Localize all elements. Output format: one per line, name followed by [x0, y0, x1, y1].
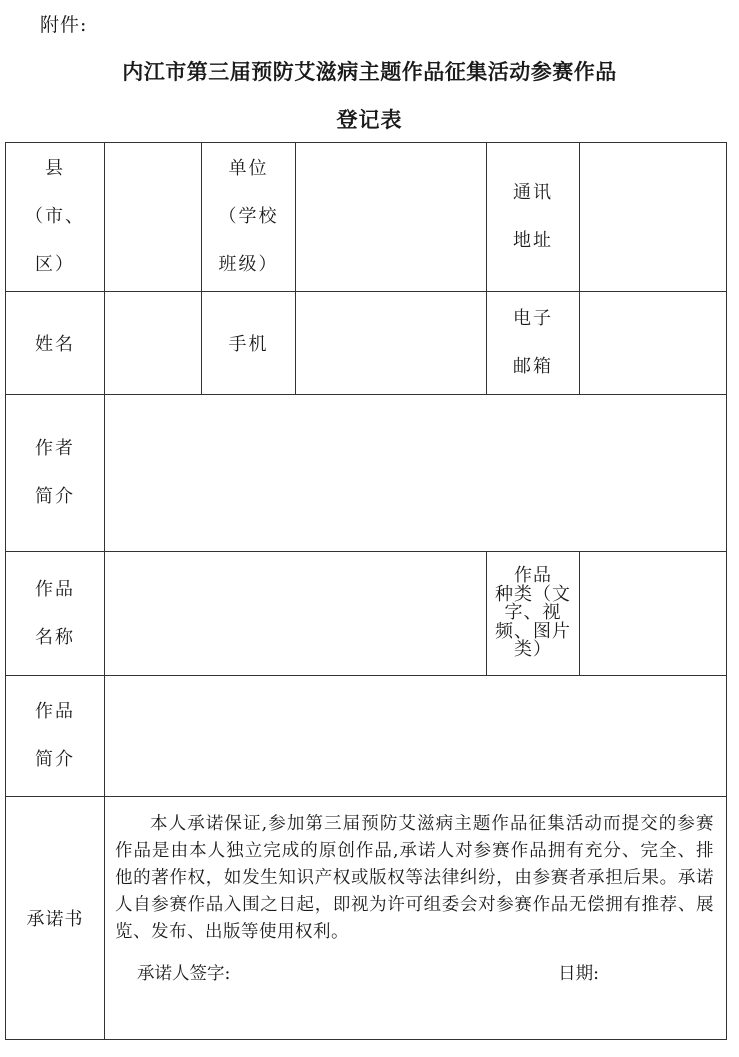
county-label-line: 区）	[35, 254, 75, 275]
pledge-text: 本人承诺保证,参加第三届预防艾滋病主题作品征集活动而提交的参赛作品是由本人独立完成的原创作品,承诺人对参赛作品拥有充分、完全、排他的著作权，如发生知识产权或版权等法律纠纷，由参赛者承担后果。承诺人自参赛作品入围之日起，即视为许可组委会对参赛作品无偿拥有推荐、展览、发布、出版等使用权利。	[115, 814, 714, 942]
work-name-label-cell	[6, 552, 105, 676]
work-intro-label-line: 作品	[35, 701, 75, 722]
author-intro-value-cell[interactable]	[105, 395, 727, 552]
work-type-label-line: 频、图片	[495, 620, 571, 642]
author-intro-label-line: 简介	[35, 486, 75, 507]
email-value-cell[interactable]	[580, 292, 727, 395]
unit-label-line: 班级）	[218, 254, 279, 275]
work-name-value-cell[interactable]	[105, 552, 487, 676]
work-type-label-line: 字、视	[504, 602, 562, 624]
work-name-label-line: 作品	[35, 578, 75, 600]
unit-value-cell[interactable]	[296, 143, 487, 292]
name-label-cell: 姓名	[6, 292, 105, 395]
row-location	[6, 143, 727, 292]
county-label-line: 县	[45, 158, 65, 179]
phone-value-cell[interactable]	[296, 292, 487, 395]
name-value-cell[interactable]	[105, 292, 202, 395]
attachment-label: 附件:	[40, 14, 88, 36]
address-value-cell[interactable]	[580, 143, 727, 292]
signature-row	[115, 960, 714, 985]
unit-label-cell	[202, 143, 296, 292]
work-intro-label-cell	[6, 676, 105, 797]
county-label-line: （市、	[25, 206, 85, 227]
pledge-content-cell	[105, 797, 727, 1040]
unit-label-line: 单位	[228, 158, 269, 179]
work-type-label-line: 种类（文	[495, 583, 571, 605]
row-contact	[6, 292, 727, 395]
work-type-label-cell	[487, 552, 580, 676]
work-intro-value-cell[interactable]	[105, 676, 727, 797]
row-pledge	[6, 797, 727, 1040]
email-label-line: 电子	[513, 308, 553, 329]
unit-label-line: （学校	[218, 206, 279, 227]
row-work-name	[6, 552, 727, 676]
address-label-line: 地址	[513, 230, 553, 251]
row-work-intro	[6, 676, 727, 797]
date-label[interactable]: 日期:	[558, 964, 599, 984]
signature-label[interactable]: 承诺人签字:	[137, 964, 231, 984]
county-value-cell[interactable]	[105, 143, 202, 292]
email-label-line: 邮箱	[513, 356, 553, 377]
email-label-cell	[487, 292, 580, 395]
form-subtitle: 登记表	[336, 107, 403, 132]
row-author-intro	[6, 395, 727, 552]
work-intro-label-line: 简介	[35, 749, 75, 770]
registration-table	[5, 142, 727, 1040]
pledge-label-cell: 承诺书	[6, 797, 105, 1040]
work-type-value-cell[interactable]	[580, 552, 727, 676]
address-label-cell	[487, 143, 580, 292]
author-intro-label-line: 作者	[35, 438, 75, 459]
county-label-cell	[6, 143, 105, 292]
author-intro-label-cell	[6, 395, 105, 552]
work-type-label-line: 作品	[514, 565, 552, 587]
work-type-label-line: 类）	[514, 639, 552, 661]
address-label-line: 通讯	[513, 182, 553, 203]
form-title: 内江市第三届预防艾滋病主题作品征集活动参赛作品	[122, 59, 617, 84]
phone-label-cell: 手机	[202, 292, 296, 395]
work-name-label-line: 名称	[35, 626, 75, 648]
